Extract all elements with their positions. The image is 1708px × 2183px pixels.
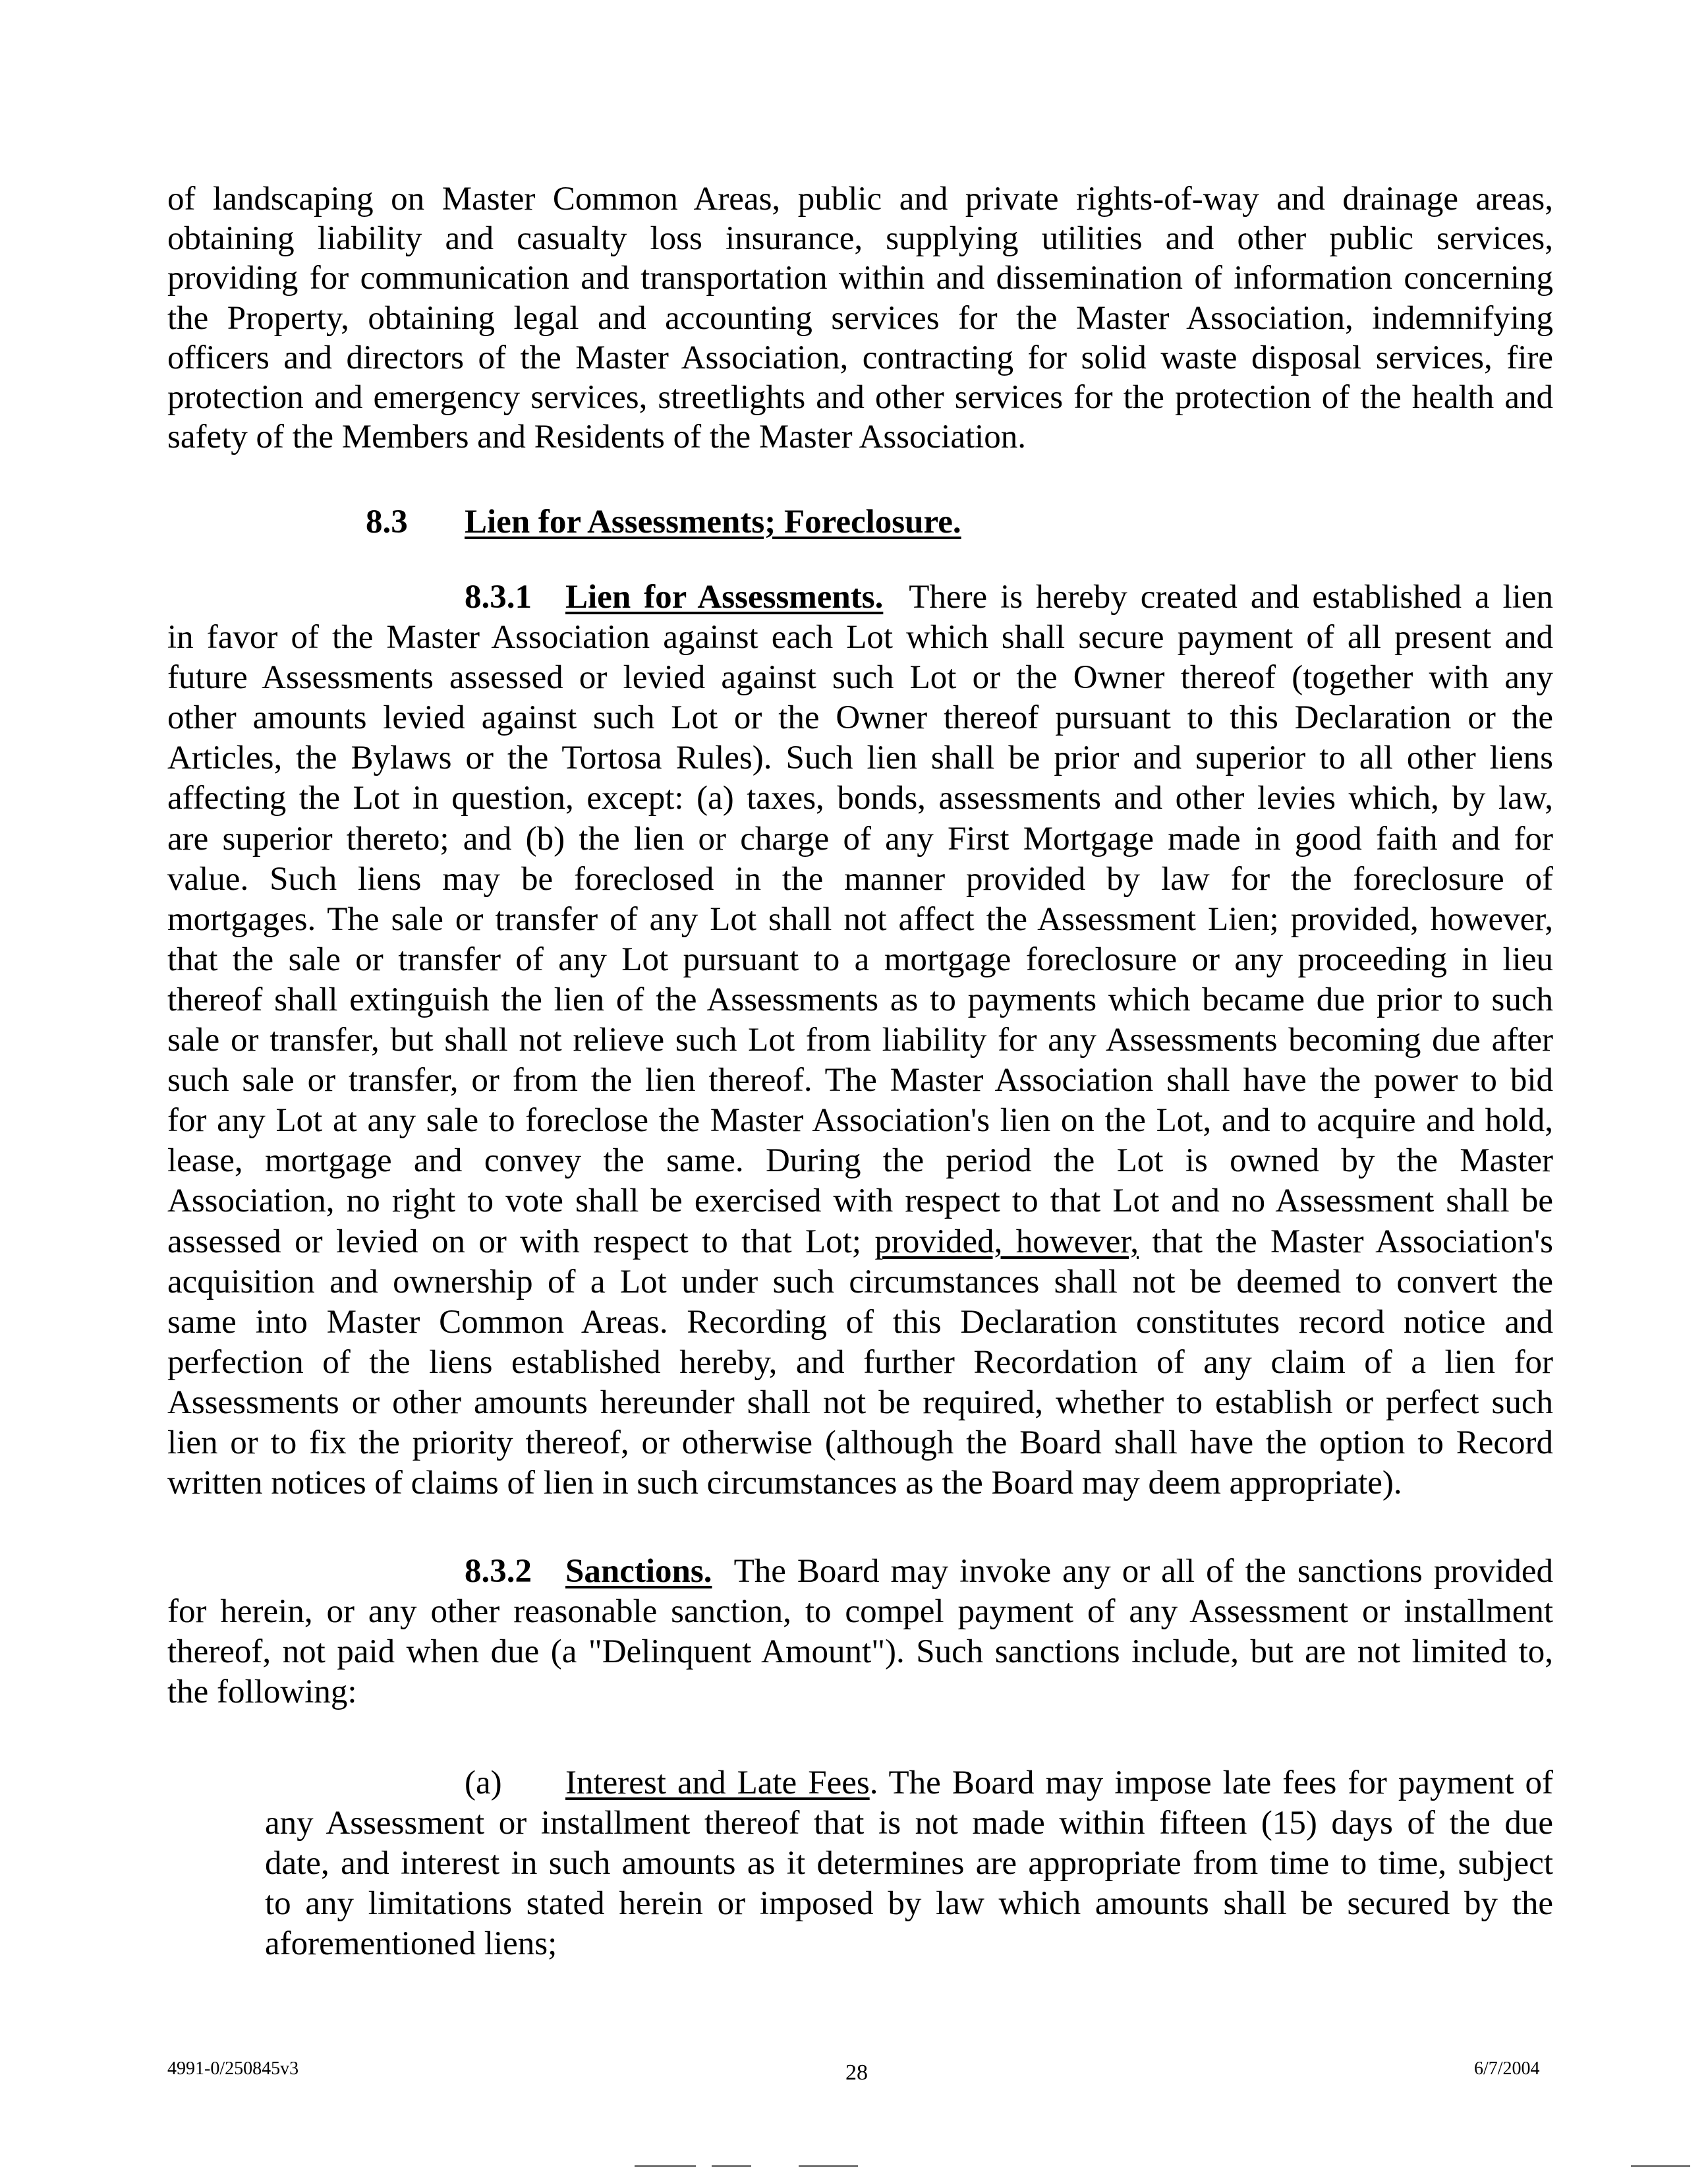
text-line: to any limitations stated herein or imposed by law which amounts shall be secured by the bbox=[265, 1885, 1553, 1923]
text-line: protection and emergency services, streetlights and other services for the protection of the health and bbox=[167, 379, 1553, 416]
section-8-3-2-first-line bbox=[565, 1552, 1553, 1592]
section-8-3-2-number: 8.3.2 bbox=[465, 1553, 532, 1590]
item-a-heading: Interest and Late Fees bbox=[565, 1764, 870, 1801]
section-8-3-title-text: Lien for Assessments; Foreclosure. bbox=[465, 504, 961, 540]
footer-page-number: 28 bbox=[845, 2060, 868, 2085]
section-8-3-title bbox=[465, 502, 961, 542]
text-line: for any Lot at any sale to foreclose the Master Association's lien on the Lot, and to acquire and hold, bbox=[167, 1102, 1553, 1140]
text-line: thereof, not paid when due (a "Delinquent Amount"). Such sanctions include, but are not limited to, bbox=[167, 1633, 1553, 1671]
text-line: mortgages. The sale or transfer of any Lot shall not affect the Assessment Lien; provided, however, bbox=[167, 900, 1553, 938]
text-line: acquisition and ownership of a Lot under such circumstances shall not be deemed to convert the bbox=[167, 1263, 1553, 1300]
item-a-first-line-text: . The Board may impose late fees for payment of bbox=[869, 1764, 1553, 1801]
text-line bbox=[167, 1222, 1553, 1262]
text-line: perfection of the liens established hereby, and further Recordation of any claim of a lien for bbox=[167, 1343, 1553, 1381]
text-line: date, and interest in such amounts as it determines are appropriate from time to time, subject bbox=[265, 1845, 1553, 1882]
item-a-first-line bbox=[565, 1763, 1553, 1803]
text-line: written notices of claims of lien in such circumstances as the Board may deem appropriate). bbox=[167, 1465, 1402, 1502]
footer-doc-id: 4991-0/250845v3 bbox=[167, 2058, 299, 2079]
section-8-3-1-number: 8.3.1 bbox=[465, 579, 532, 616]
section-8-3-1-first-line bbox=[565, 577, 1553, 618]
text-line: Assessments or other amounts hereunder shall not be required, whether to establish or perfect such bbox=[167, 1383, 1553, 1421]
text-line: such sale or transfer, or from the lien thereof. The Master Association shall have the power to bid bbox=[167, 1062, 1553, 1099]
underlined-text: provided, however, bbox=[874, 1223, 1139, 1260]
text-line: the Property, obtaining legal and accounting services for the Master Association, indemnifying bbox=[167, 299, 1553, 337]
text-line: are superior thereto; and (b) the lien or charge of any First Mortgage made in good faith and for bbox=[167, 820, 1553, 858]
text-line: thereof shall extinguish the lien of the Assessments as to payments which became due prior to such bbox=[167, 981, 1553, 1018]
text-segment: assessed or levied on or with respect to that Lot; bbox=[167, 1223, 875, 1260]
text-line: lien or to fix the priority thereof, or otherwise (although the Board shall have the option to Record bbox=[167, 1424, 1553, 1461]
section-8-3-1-heading: Lien for Assessments. bbox=[565, 579, 884, 616]
scan-artifact bbox=[712, 2165, 751, 2167]
scan-artifact bbox=[799, 2165, 858, 2167]
text-line: the following: bbox=[167, 1674, 357, 1711]
text-line: for herein, or any other reasonable sanction, to compel payment of any Assessment or installment bbox=[167, 1593, 1553, 1630]
text-line: sale or transfer, but shall not relieve such Lot from liability for any Assessments becoming due after bbox=[167, 1022, 1553, 1059]
text-line: providing for communication and transportation within and dissemination of information concerning bbox=[167, 260, 1553, 297]
text-line: safety of the Members and Residents of the Master Association. bbox=[167, 419, 1027, 456]
text-line: aforementioned liens; bbox=[265, 1925, 557, 1963]
text-line: lease, mortgage and convey the same. During the period the Lot is owned by the Master bbox=[167, 1142, 1553, 1180]
text-line: in favor of the Master Association against each Lot which shall secure payment of all present and bbox=[167, 619, 1553, 656]
scan-artifact bbox=[1631, 2165, 1690, 2167]
item-a-label: (a) bbox=[465, 1764, 502, 1801]
text-line: of landscaping on Master Common Areas, public and private rights-of-way and drainage areas, bbox=[167, 181, 1553, 218]
text-line: affecting the Lot in question, except: (a) taxes, bonds, assessments and other levies which, by law, bbox=[167, 780, 1553, 817]
section-8-3-2-heading: Sanctions. bbox=[565, 1553, 712, 1590]
text-line: value. Such liens may be foreclosed in the manner provided by law for the foreclosure of bbox=[167, 860, 1553, 898]
text-line: same into Master Common Areas. Recording of this Declaration constitutes record notice and bbox=[167, 1303, 1553, 1341]
section-8-3-number: 8.3 bbox=[366, 504, 408, 540]
section-8-3-1-first-line-text: There is hereby created and established a lien bbox=[909, 579, 1553, 616]
text-line: other amounts levied against such Lot or the Owner thereof pursuant to this Declaration or the bbox=[167, 699, 1553, 737]
text-line: any Assessment or installment thereof that is not made within fifteen (15) days of the due bbox=[265, 1805, 1553, 1842]
text-line: that the sale or transfer of any Lot pursuant to a mortgage foreclosure or any proceeding in lieu bbox=[167, 941, 1553, 978]
text-segment: that the Master Association's bbox=[1139, 1223, 1553, 1260]
text-line: officers and directors of the Master Association, contracting for solid waste disposal services, fire bbox=[167, 339, 1553, 376]
text-line: Articles, the Bylaws or the Tortosa Rules). Such lien shall be prior and superior to all other liens bbox=[167, 740, 1553, 777]
text-line: Association, no right to vote shall be exercised with respect to that Lot and no Assessment shall be bbox=[167, 1182, 1553, 1220]
section-8-3-2-first-line-text: The Board may invoke any or all of the sanctions provided bbox=[733, 1553, 1553, 1590]
footer-date: 6/7/2004 bbox=[1474, 2058, 1540, 2079]
text-line: future Assessments assessed or levied against such Lot or the Owner thereof (together with any bbox=[167, 659, 1553, 697]
text-line: obtaining liability and casualty loss insurance, supplying utilities and other public services, bbox=[167, 220, 1553, 258]
scan-artifact bbox=[635, 2165, 696, 2167]
